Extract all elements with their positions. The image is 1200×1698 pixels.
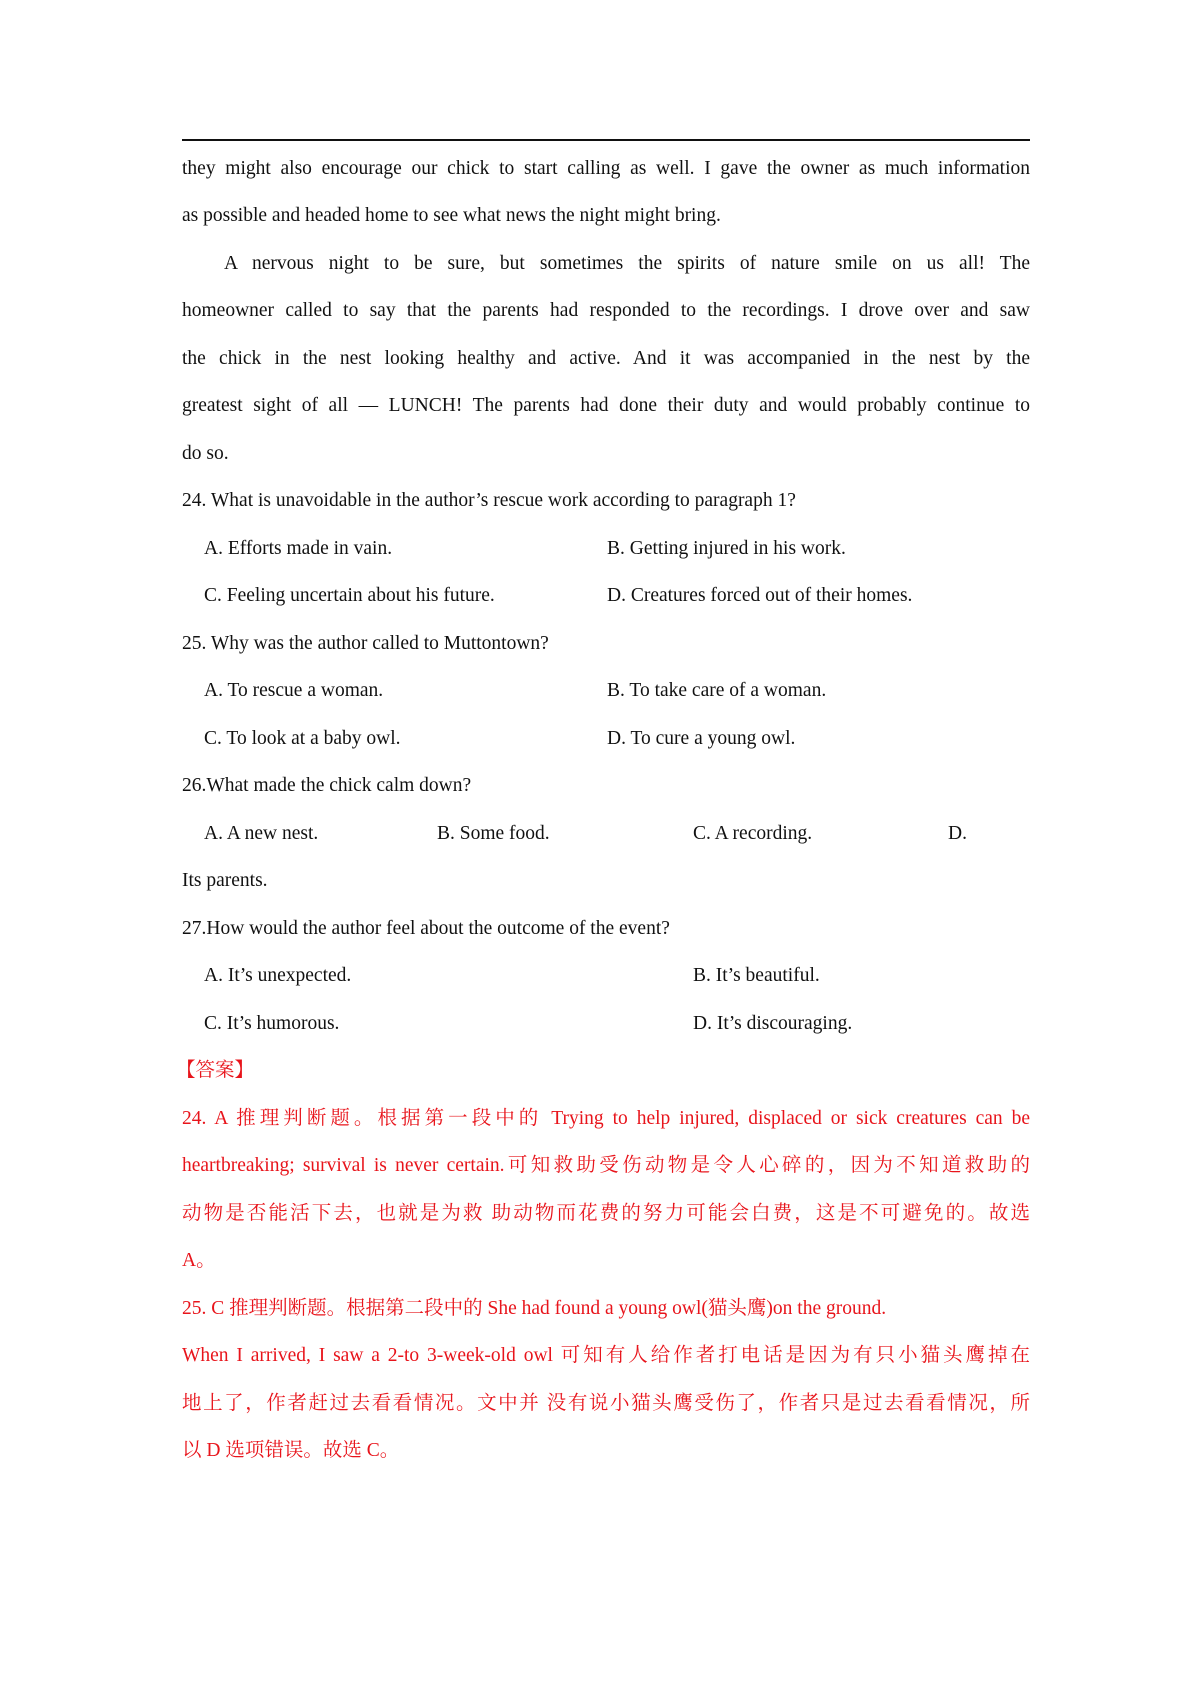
question-27-stem: 27.How would the author feel about the outcome of the event? [182,918,670,939]
q25-option-c: C. To look at a baby owl. [204,728,401,749]
q25-option-b: B. To take care of a woman. [607,680,827,701]
answer-24-line: A。 [182,1250,216,1271]
q24-option-a: A. Efforts made in vain. [204,538,393,559]
answer-24-line: heartbreaking; survival is never certain.可知救助受伤动物是令人心碎的，因为不知道救助的 [182,1155,1030,1176]
question-26-stem: 26.What made the chick calm down? [182,775,472,796]
q26-option-d: D. [948,823,967,844]
passage-line: A nervous night to be sure, but sometimes the spirits of nature smile on us all! The [224,253,1030,274]
answer-24-line: 动物是否能活下去，也就是为救 助动物而花费的努力可能会白费，这是不可避免的。故选 [182,1203,1030,1224]
q27-option-d: D. It’s discouraging. [693,1013,853,1034]
q26-option-a: A. A new nest. [204,823,319,844]
q24-option-d: D. Creatures forced out of their homes. [607,585,913,606]
question-24-stem: 24. What is unavoidable in the author’s rescue work according to paragraph 1? [182,490,796,511]
q25-option-a: A. To rescue a woman. [204,680,384,701]
q27-option-a: A. It’s unexpected. [204,965,352,986]
passage-line: they might also encourage our chick to start calling as well. I gave the owner as much information [182,158,1030,179]
answer-24-line: 24. A 推理判断题。根据第一段中的 Trying to help injured, displaced or sick creatures can be [182,1108,1030,1129]
answer-heading: 【答案】 [176,1060,255,1081]
q26-option-b: B. Some food. [437,823,550,844]
question-25-stem: 25. Why was the author called to Muttontown? [182,633,549,654]
q24-option-c: C. Feeling uncertain about his future. [204,585,495,606]
answer-25-line: 25. C 推理判断题。根据第二段中的 She had found a young owl(猫头鹰)on the ground. [182,1298,887,1319]
answer-25-line: 以 D 选项错误。故选 C。 [182,1440,400,1461]
answer-25-line: 地上了，作者赶过去看看情况。文中并 没有说小猫头鹰受伤了，作者只是过去看看情况，所 [182,1393,1030,1414]
q26-option-d-text: Its parents. [182,870,268,891]
passage-line: greatest sight of all — LUNCH! The parents had done their duty and would probably continue to [182,395,1030,416]
passage-line: homeowner called to say that the parents had responded to the recordings. I drove over and saw [182,300,1030,321]
q27-option-b: B. It’s beautiful. [693,965,820,986]
passage-line: the chick in the nest looking healthy and active. And it was accompanied in the nest by the [182,348,1030,369]
passage-line: do so. [182,443,229,464]
q24-option-b: B. Getting injured in his work. [607,538,846,559]
q27-option-c: C. It’s humorous. [204,1013,340,1034]
passage-line: as possible and headed home to see what news the night might bring. [182,205,721,226]
answer-25-line: When I arrived, I saw a 2-to 3-week-old owl 可知有人给作者打电话是因为有只小猫头鹰掉在 [182,1345,1030,1366]
q26-option-c: C. A recording. [693,823,813,844]
header-rule [182,139,1030,141]
q25-option-d: D. To cure a young owl. [607,728,796,749]
